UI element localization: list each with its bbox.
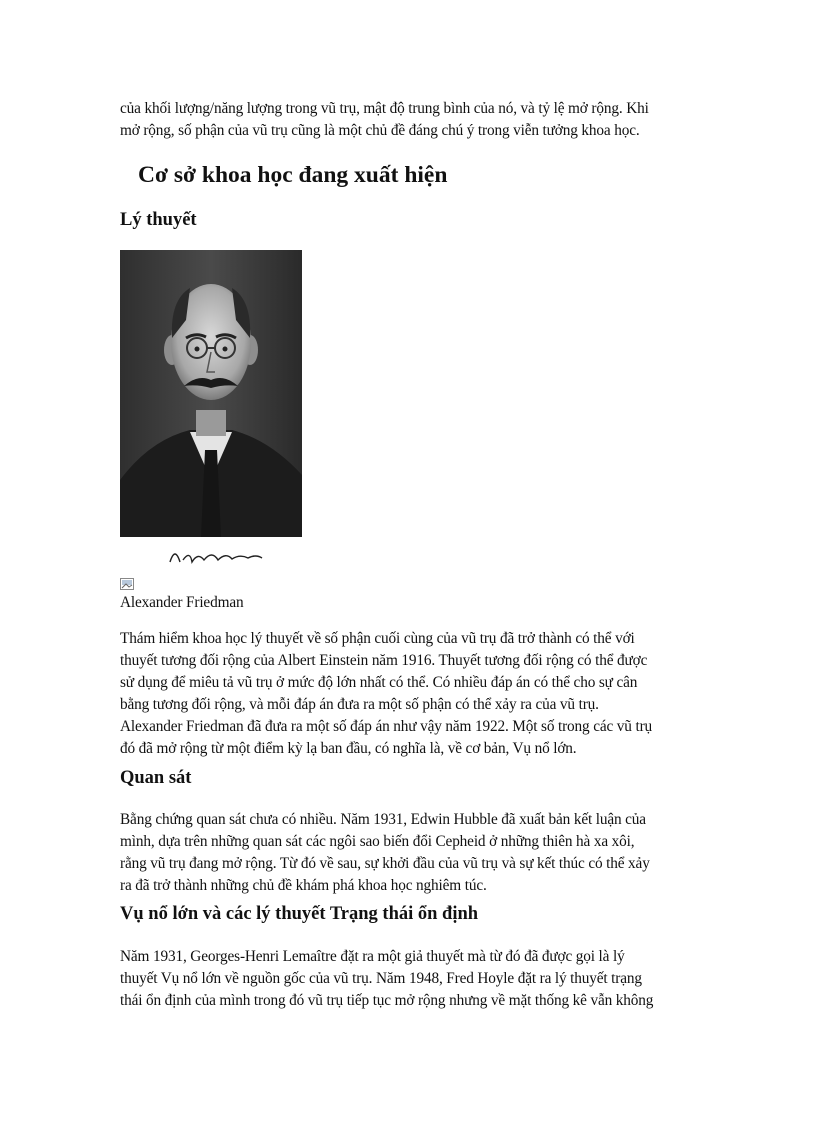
paragraph-line: Năm 1931, Georges-Henri Lemaître đặt ra một giả thuyết mà từ đó đã được gọi là lý: [120, 948, 625, 965]
intro-paragraph: [120, 98, 710, 142]
intro-line: của khối lượng/năng lượng trong vũ trụ, mật độ trung bình của nó, và tỷ lệ mở rộng. Khi: [120, 100, 649, 117]
intro-line: mở rộng, số phận của vũ trụ cũng là một chủ đề đáng chú ý trong viễn tưởng khoa học.: [120, 122, 640, 139]
paragraph-line: ra đã trở thành những chủ đề khám phá khoa học nghiêm túc.: [120, 877, 487, 894]
theory-paragraph: [120, 628, 710, 760]
paragraph-line: thuyết tương đối rộng của Albert Einstein năm 1916. Thuyết tương đối rộng có thể được: [120, 652, 648, 669]
theory-heading: Lý thuyết: [120, 210, 197, 230]
section-title: Cơ sở khoa học đang xuất hiện: [138, 162, 448, 188]
image-caption: Alexander Friedman: [120, 594, 244, 611]
paragraph-line: mình, dựa trên những quan sát các ngôi sao biến đổi Cepheid ở những thiên hà xa xôi,: [120, 833, 635, 850]
document-page: [120, 98, 710, 1009]
friedman-portrait-image: [120, 250, 302, 574]
observation-paragraph: [120, 809, 710, 897]
paragraph-line: thuyết Vụ nổ lớn về nguồn gốc của vũ trụ. Năm 1948, Fred Hoyle đặt ra lý thuyết trạng: [120, 970, 642, 987]
bigbang-paragraph: [120, 946, 710, 1012]
paragraph-line: thái ổn định của mình trong đó vũ trụ tiếp tục mở rộng nhưng về mặt thống kê vẫn không: [120, 992, 654, 1009]
paragraph-line: sử dụng để miêu tả vũ trụ ở mức độ lớn nhất có thể. Có nhiều đáp án có thể cho sự cân: [120, 674, 638, 691]
broken-image-icon: [120, 578, 134, 590]
paragraph-line: Bằng chứng quan sát chưa có nhiều. Năm 1931, Edwin Hubble đã xuất bản kết luận của: [120, 811, 646, 828]
paragraph-line: Thám hiểm khoa học lý thuyết về số phận cuối cùng của vũ trụ đã trở thành có thể với: [120, 630, 635, 647]
paragraph-line: đó đã mở rộng từ một điểm kỳ lạ ban đầu, có nghĩa là, về cơ bản, Vụ nổ lớn.: [120, 740, 577, 757]
paragraph-line: bằng tương đối rộng, và mỗi đáp án đưa ra một số phận có thể xảy ra của vũ trụ.: [120, 696, 599, 713]
bigbang-heading: Vụ nổ lớn và các lý thuyết Trạng thái ổn định: [120, 904, 479, 924]
paragraph-line: Alexander Friedman đã đưa ra một số đáp án như vậy năm 1922. Một số trong các vũ trụ: [120, 718, 653, 735]
paragraph-line: rằng vũ trụ đang mở rộng. Từ đó về sau, sự khởi đầu của vũ trụ và sự kết thúc có thể xảy: [120, 855, 650, 872]
observation-heading: Quan sát: [120, 768, 192, 788]
